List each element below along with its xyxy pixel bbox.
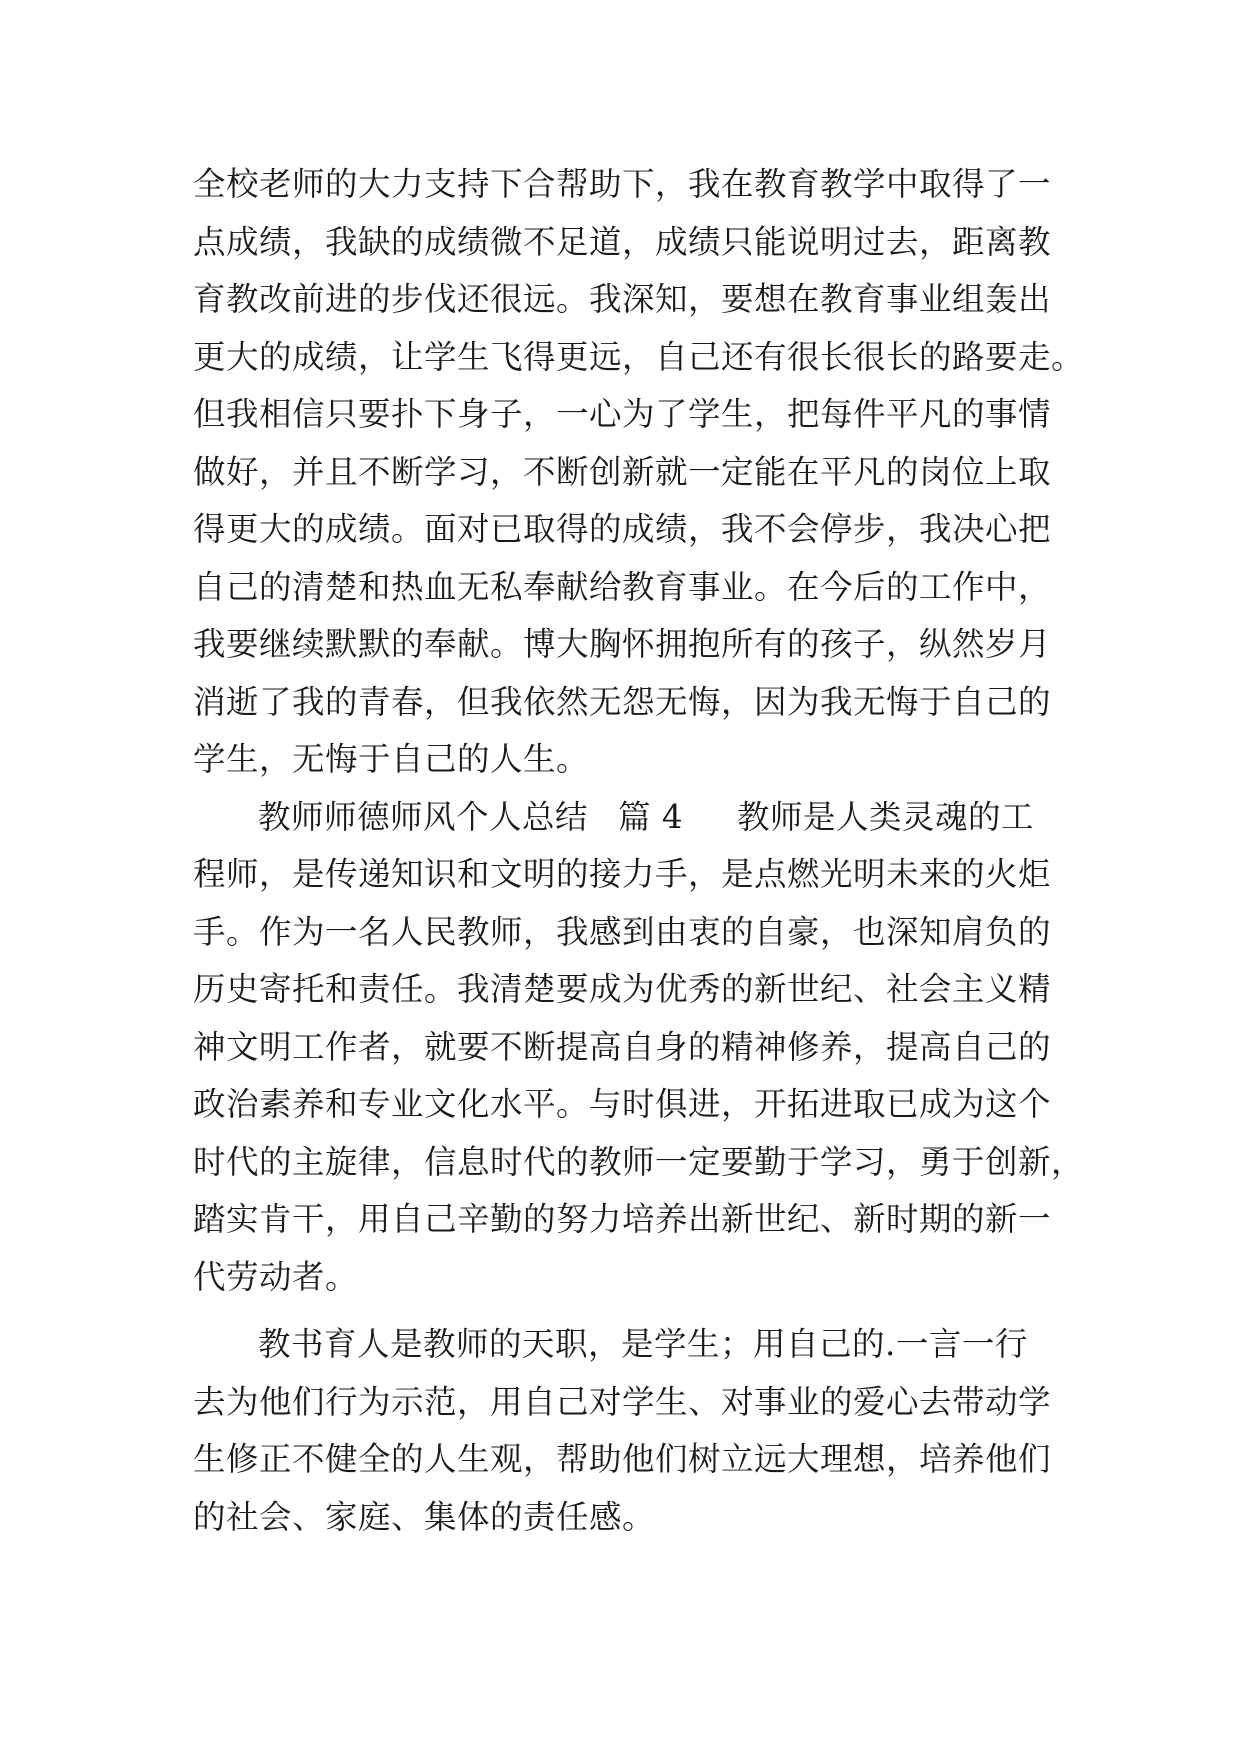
- section-4: [193, 789, 1085, 1307]
- text-line: 育教改前进的步伐还很远。我深知，要想在教育事业组轰出: [193, 280, 1052, 318]
- text-line: 历史寄托和责任。我清楚要成为优秀的新世纪、社会主义精: [193, 970, 1052, 1008]
- text-line: 得更大的成绩。面对已取得的成绩，我不会停步，我决心把: [193, 510, 1052, 548]
- text-line: 的社会、家庭、集体的责任感。: [193, 1497, 656, 1536]
- paragraph: [193, 156, 1085, 789]
- text-line: 踏实肯干，用自己辛勤的努力培养出新世纪、新时期的新一: [193, 1200, 1052, 1238]
- text-line: 生修正不健全的人生观，帮助他们树立远大理想，培养他们: [193, 1440, 1052, 1478]
- text-line: 点成绩，我缺的成绩微不足道，成绩只能说明过去，距离教: [193, 222, 1052, 261]
- section-heading-number: 篇 4: [618, 797, 684, 836]
- text-line: 手。作为一名人民教师，我感到由衷的自豪，也深知肩负的: [193, 912, 1052, 951]
- text-line: 代劳动者。: [193, 1257, 359, 1296]
- text-line: 消逝了我的青春，但我依然无怨无悔，因为我无悔于自己的: [193, 682, 1052, 721]
- section-heading-line: [193, 789, 1063, 847]
- text-line: 程师，是传递知识和文明的接力手，是点燃光明未来的火炬: [193, 855, 1052, 893]
- text-line: 政治素养和专业文化水平。与时俱进，开拓进取已成为这个: [193, 1085, 1052, 1123]
- text-line: 自己的清楚和热血无私奉献给教育事业。在今后的工作中，: [193, 567, 1052, 606]
- paragraph: [193, 1316, 1063, 1546]
- text-line: 时代的主旋律，信息时代的教师一定要勤于学习，勇于创新，: [193, 1142, 1085, 1181]
- text-line: 教师是人类灵魂的工: [737, 797, 1035, 836]
- text-line: 做好，并且不断学习，不断创新就一定能在平凡的岗位上取: [193, 452, 1052, 491]
- text-line: 神文明工作者，就要不断提高自身的精神修养，提高自己的: [193, 1027, 1052, 1066]
- text-line: 我要继续默默的奉献。博大胸怀拥抱所有的孩子，纵然岁月: [193, 625, 1052, 663]
- text-line: 学生，无悔于自己的人生。: [193, 740, 590, 778]
- text-line: 更大的成绩，让学生飞得更远，自己还有很长很长的路要走。: [193, 337, 1085, 376]
- section-heading-title: 教师师德师风个人总结: [258, 797, 589, 836]
- text-line: 教书育人是教师的天职，是学生；用自己的.一言一行: [258, 1325, 1028, 1363]
- text-line: 全校老师的大力支持下合帮助下，我在教育教学中取得了一: [193, 165, 1052, 203]
- text-line: 但我相信只要扑下身子，一心为了学生，把每件平凡的事情: [193, 395, 1052, 433]
- document-body: [193, 156, 1085, 1546]
- text-line: 去为他们行为示范，用自己对学生、对事业的爱心去带动学: [193, 1382, 1052, 1421]
